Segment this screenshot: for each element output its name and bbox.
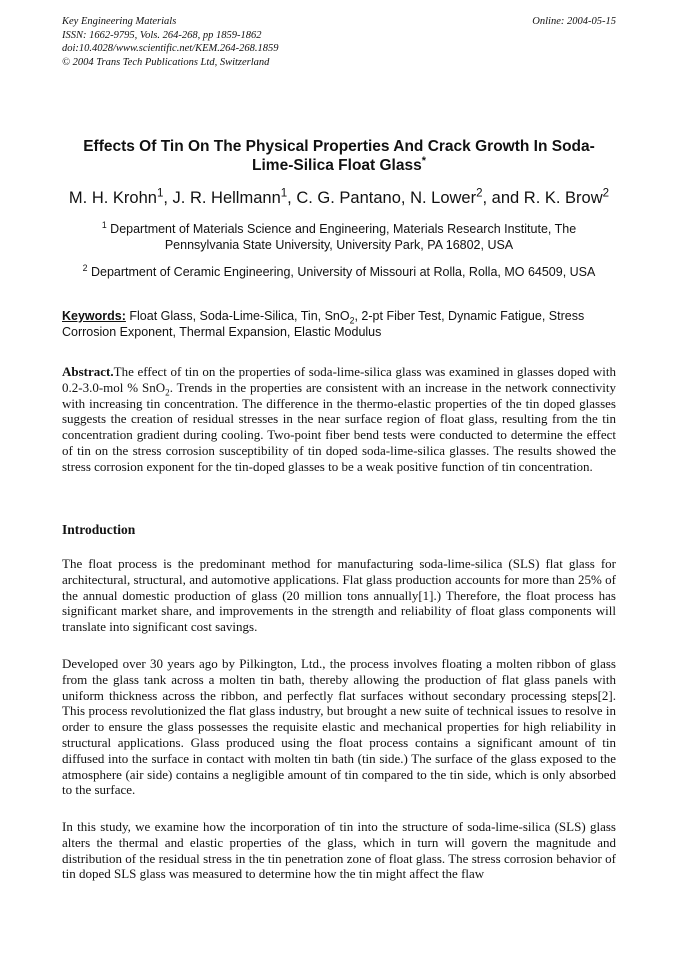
abstract-label: Abstract.	[62, 364, 114, 379]
author-affil-mark: 1	[280, 187, 288, 200]
journal-header	[62, 15, 616, 69]
keywords-section	[62, 309, 616, 340]
affiliation-1-line-1: Department of Materials Science and Engineering, Materials Research Institute, The	[106, 222, 577, 236]
doi-line: doi:10.4028/www.scientific.net/KEM.264-268.1859	[62, 43, 279, 54]
intro-paragraph-2: Developed over 30 years ago by Pilkington, Ltd., the process involves floating a molten ribbon of glass from the glass tank across a molten tin bath, thereby allowing the production of flat glass panels with uniform thickness across the ribbon, and perfectly flat surfaces without secondary processing steps[2]. This process revolutionized the flat glass industry, but brought a new suite of technical issues to resolve in order to ensure the glass possesses the requisite elastic and mechanical properties for high reliability in structural applications. Glass produced using the float process contains a significant amount of tin diffused into the surface in contact with molten tin bath (tin side.) The surface of the glass exposed to the atmosphere (air side) contains a negligible amount of tin compared to the tin side, which is only absorbed to the surface.	[62, 656, 616, 798]
paper-title	[62, 137, 616, 175]
intro-paragraph-3: In this study, we examine how the incorporation of tin into the structure of soda-lime-silica (SLS) glass alters the thermal and elastic properties of the glass, which in turn will govern the magnitude and distribution of the residual stress in the tin penetration zone of float glass. The stress corrosion behavior of tin doped SLS glass was measured to determine how the tin might affect the flaw	[62, 819, 616, 882]
title-line-2: Lime-Silica Float Glass	[252, 157, 422, 174]
abstract-subscript: 2	[165, 387, 170, 398]
affiliation-2	[62, 262, 616, 281]
abstract-text-rest: . Trends in the properties are consistent with an increase in the network connectivity with increasing tin concentration. The difference in the thermo-elastic properties of the tin doped glasses suggests the creation of residual stresses in the near surface region of float glass, resulting from the tin concentration gradient during cooling. Two-point fiber bend tests were conducted to determine the effect of tin on the stress corrosion susceptibility of tin doped soda-lime-silica glasses. The results showed the stress corrosion exponent for the tin-doped glasses to be a weak positive function of tin concentration.	[62, 379, 616, 474]
copyright-line: © 2004 Trans Tech Publications Ltd, Switzerland	[62, 56, 270, 68]
author-hellmann: , J. R. Hellmann	[163, 189, 281, 207]
online-date: Online: 2004-05-15	[532, 16, 616, 27]
author-brow: , and R. K. Brow	[482, 189, 603, 207]
abstract-text: The effect of tin on the properties of soda-lime-silica glass was examined in glasses doped with 0.2-3.0-mol % SnO	[62, 364, 616, 395]
affiliation-2-text: Department of Ceramic Engineering, University of Missouri at Rolla, Rolla, MO 64509, USA	[87, 265, 596, 279]
intro-paragraph-1: The float process is the predominant method for manufacturing soda-lime-silica (SLS) flat glass for architectural, structural, and automotive applications. Flat glass production accounts for more than 25% of the annual domestic production of glass (20 million tons annually[1].) Therefore, the float process has significant market share, and improvements in the strength and reliability of float glass components will translate into significant cost savings.	[62, 556, 616, 635]
affiliation-mark: 1	[101, 219, 107, 230]
issn-line: ISSN: 1662-9795, Vols. 264-268, pp 1859-1862	[62, 29, 262, 41]
title-line-1: Effects Of Tin On The Physical Properties And Crack Growth In Soda-	[83, 138, 595, 155]
author-list	[40, 188, 638, 208]
affiliation-1-line-2: Pennsylvania State University, University Park, PA 16802, USA	[164, 237, 514, 252]
author-krohn: M. H. Krohn	[68, 189, 157, 207]
author-affil-mark: 2	[476, 187, 483, 200]
keywords-text: Float Glass, Soda-Lime-Silica, Tin, SnO	[125, 309, 350, 323]
keywords-text-rest: , 2-pt Fiber Test, Dynamic Fatigue, Stress Corrosion Exponent, Thermal Expansion, Elastic Modulus	[62, 309, 585, 339]
affiliation-mark: 2	[82, 262, 88, 273]
keywords-subscript: 2	[349, 315, 355, 326]
affiliation-1	[62, 219, 616, 253]
author-affil-mark: 2	[602, 187, 610, 200]
abstract	[62, 364, 616, 475]
author-pantano-lower: , C. G. Pantano, N. Lower	[287, 189, 477, 207]
keywords-label: Keywords:	[62, 309, 126, 323]
introduction-heading: Introduction	[62, 522, 136, 537]
title-footnote-mark: *	[421, 154, 426, 167]
journal-name: Key Engineering Materials	[62, 16, 177, 27]
author-affil-mark: 1	[156, 187, 164, 200]
